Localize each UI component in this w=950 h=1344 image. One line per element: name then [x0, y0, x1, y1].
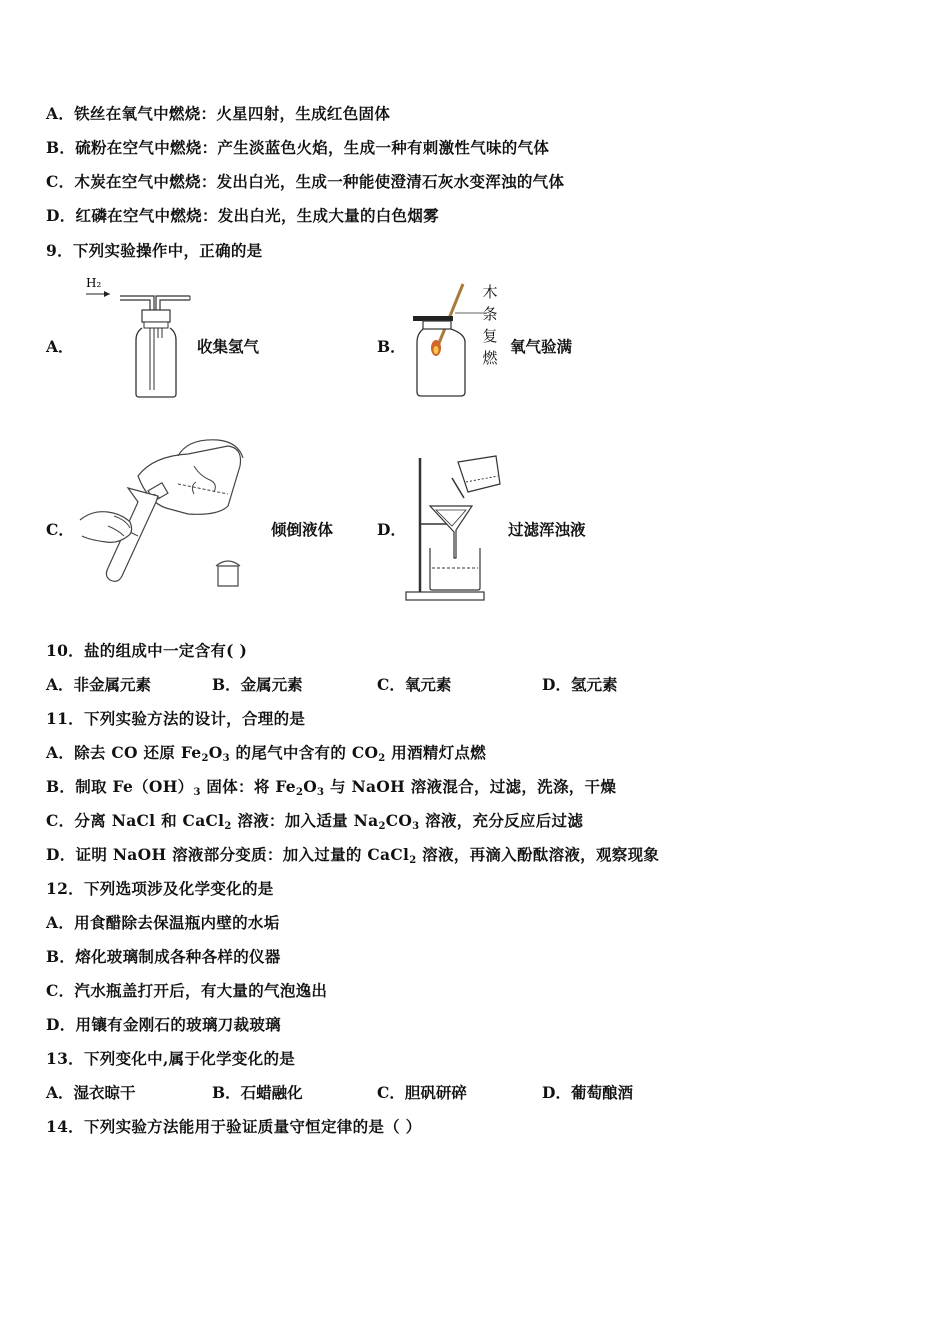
q10-stem: 10．盐的组成中一定含有( ): [46, 641, 248, 660]
q13-option-d: D．葡萄酿酒: [542, 1083, 633, 1102]
q13-option-c: C．胆矾研碎: [377, 1083, 467, 1102]
q9-option-c-letter: C．: [46, 520, 74, 539]
q13-stem: 13．下列变化中,属于化学变化的是: [46, 1049, 296, 1068]
q9-option-a-letter: A．: [46, 337, 74, 356]
q9-option-b-caption: 氧气验满: [510, 337, 573, 356]
q11-stem: 11．下列实验方法的设计，合理的是: [46, 709, 306, 728]
q8-option-a: A．铁丝在氧气中燃烧：火星四射，生成红色固体: [46, 104, 391, 123]
q9-option-b-letter: B．: [377, 337, 406, 356]
q9-option-a-caption: 收集氢气: [197, 337, 260, 356]
gas-washing-bottle-figure: [82, 270, 202, 402]
filtration-setup-figure: [400, 452, 506, 604]
q11-option-b: B．制取 $Fe(OH)_3$ 固体：将 $Fe_2O_3$ 与 NaOH 溶液混合，过滤，洗涤，干燥: [46, 777, 617, 798]
q9-option-d-letter: D．: [377, 520, 406, 539]
q10-option-b: B．金属元素: [212, 675, 303, 694]
q9-stem: 9．下列实验操作中，正确的是: [46, 241, 263, 260]
q10-option-c: C．氧元素: [377, 675, 452, 694]
q10-option-a: A．非金属元素: [46, 675, 152, 694]
q10-option-d: D．氢元素: [542, 675, 618, 694]
q12-stem: 12．下列选项涉及化学变化的是: [46, 879, 274, 898]
q14-stem: 14．下列实验方法能用于验证质量守恒定律的是（ ）: [46, 1117, 422, 1136]
pouring-liquid-figure: [78, 436, 248, 588]
h2-gas-label: H₂: [86, 276, 102, 290]
q11-option-d: D．证明 NaOH 溶液部分变质：加入过量的 CaCl$_2$ 溶液，再滴入酚酞溶液，观察现象: [46, 845, 660, 866]
q9-option-c-caption: 倾倒液体: [271, 520, 334, 539]
q9-option-d-caption: 过滤浑浊液: [508, 520, 586, 539]
q11-option-c: C．分离 NaCl 和 CaCl$_2$ 溶液：加入适量 $Na_2CO_3$ 溶液，充分反应后过滤: [46, 811, 584, 832]
q13-option-a: A．湿衣晾干: [46, 1083, 136, 1102]
q12-option-d: D．用镶有金刚石的玻璃刀裁玻璃: [46, 1015, 281, 1034]
q12-option-b: B．熔化玻璃制成各种各样的仪器: [46, 947, 281, 966]
q12-option-c: C．汽水瓶盖打开后，有大量的气泡逸出: [46, 981, 328, 1000]
q13-option-b: B．石蜡融化: [212, 1083, 303, 1102]
q8-option-d: D．红磷在空气中燃烧：发出白光，生成大量的白色烟雾: [46, 206, 439, 225]
q8-option-b: B．硫粉在空气中燃烧：产生淡蓝色火焰，生成一种有刺激性气味的气体: [46, 138, 550, 157]
q12-option-a: A．用食醋除去保温瓶内壁的水垢: [46, 913, 280, 932]
q8-option-c: C．木炭在空气中燃烧：发出白光，生成一种能使澄清石灰水变浑浊的气体: [46, 172, 565, 191]
q11-option-a: A．除去 CO 还原 $Fe_2O_3$ 的尾气中含有的 $CO_2$ 用酒精灯点燃: [46, 743, 487, 764]
